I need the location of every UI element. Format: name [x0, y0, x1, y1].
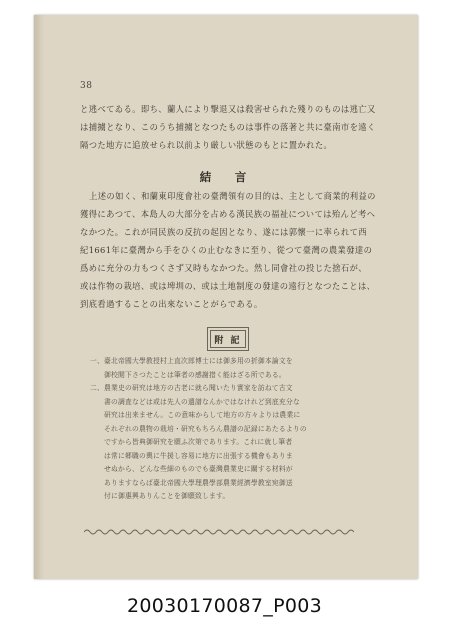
scanned-document-page [34, 15, 418, 579]
note-text: ありますならば臺北帝國大學理農學部農業經濟學教室宛御送 [104, 478, 293, 487]
text-line: 紀1661年に臺灣から手をひくの止むなきに至り、從つて臺灣の農業發達の [80, 245, 373, 255]
text-line: 或は作物の栽培、或は埤圳の、或は土地制度の發達の遠行となつたことは、 [80, 281, 376, 291]
note-marker: 一、 [90, 357, 104, 365]
text-line: と逃べてゐる。即ち、蘭人により撃退又は殺害せられた殘りのものは逃亡又 [80, 104, 376, 114]
text-line: 爲めに充分の力もつくさず又時もなかつた。然し同會社の投じた捨石が、 [80, 263, 367, 273]
note-text: 書の調査などは或は先人の遺譜なんかではなけれど到底充分な [104, 397, 300, 406]
text-line: は捕擄となり、このうち捕擄となつたものは事件の落著と共に臺南市を遠く [80, 122, 376, 132]
page-number: 38 [80, 81, 93, 91]
text-line: 獲得にあつて、本島人の大部分を占める漢民族の福祉については殆んど考へ [80, 209, 376, 219]
appendix-notes [90, 355, 396, 504]
note-text: 研究は出来ません。この意味からして地方の方々よりは農業に [104, 411, 301, 419]
appendix-label: 附 記 [210, 330, 246, 348]
note-text: 御校閲下さつたことは筆者の感謝措く能はざる所である。 [104, 370, 286, 379]
wavy-divider-ornament [84, 528, 354, 536]
note-text: 付に御惠興ありんことを御願致します。 [104, 492, 230, 500]
note-marker-line [90, 382, 396, 396]
conclusion-paragraph [80, 187, 396, 313]
note-marker-line [90, 355, 396, 369]
note-text: 臺北帝國大學教授村上直次郎博士には御多用の折御本論文を [104, 357, 293, 365]
text-line: 到底看過することの出來ないことがらである。 [80, 299, 263, 309]
note-text: ですから皆典御研究を願ふ次第であります。これに就し筆者 [104, 438, 293, 446]
appendix-label-box [207, 327, 249, 351]
intro-paragraph [80, 100, 396, 154]
text-line: なかつた。これが同民族の反抗の起因となり、遂には郭懷一に率られて西 [80, 227, 367, 237]
archive-id-caption: 20030170087_P003 [127, 595, 322, 617]
text-line: 上述の如く、和蘭東印度會社の臺灣領有の目的は、主として商業的利益の [89, 191, 376, 201]
note-text: は常に郷職の輿に牛援し容易に地方に出張する機會もありま [104, 451, 293, 460]
note-marker: 二、 [90, 384, 104, 392]
note-text: せぬから、どんな些細のものでも臺灣農業史に關する材料が [104, 465, 293, 473]
note-text: それぞれの農物の栽培・研究もちろん農譜の記録にあたるよりの [104, 424, 307, 433]
note-text: 農業史の研究は地方の古老に就ら聞いたり實家を訪ねて古文 [104, 384, 293, 392]
section-heading: 結 言 [199, 170, 253, 184]
text-line: 隔つた地方に追放せられ以前より厳しい狀態のもとに置かれた。 [80, 140, 333, 150]
